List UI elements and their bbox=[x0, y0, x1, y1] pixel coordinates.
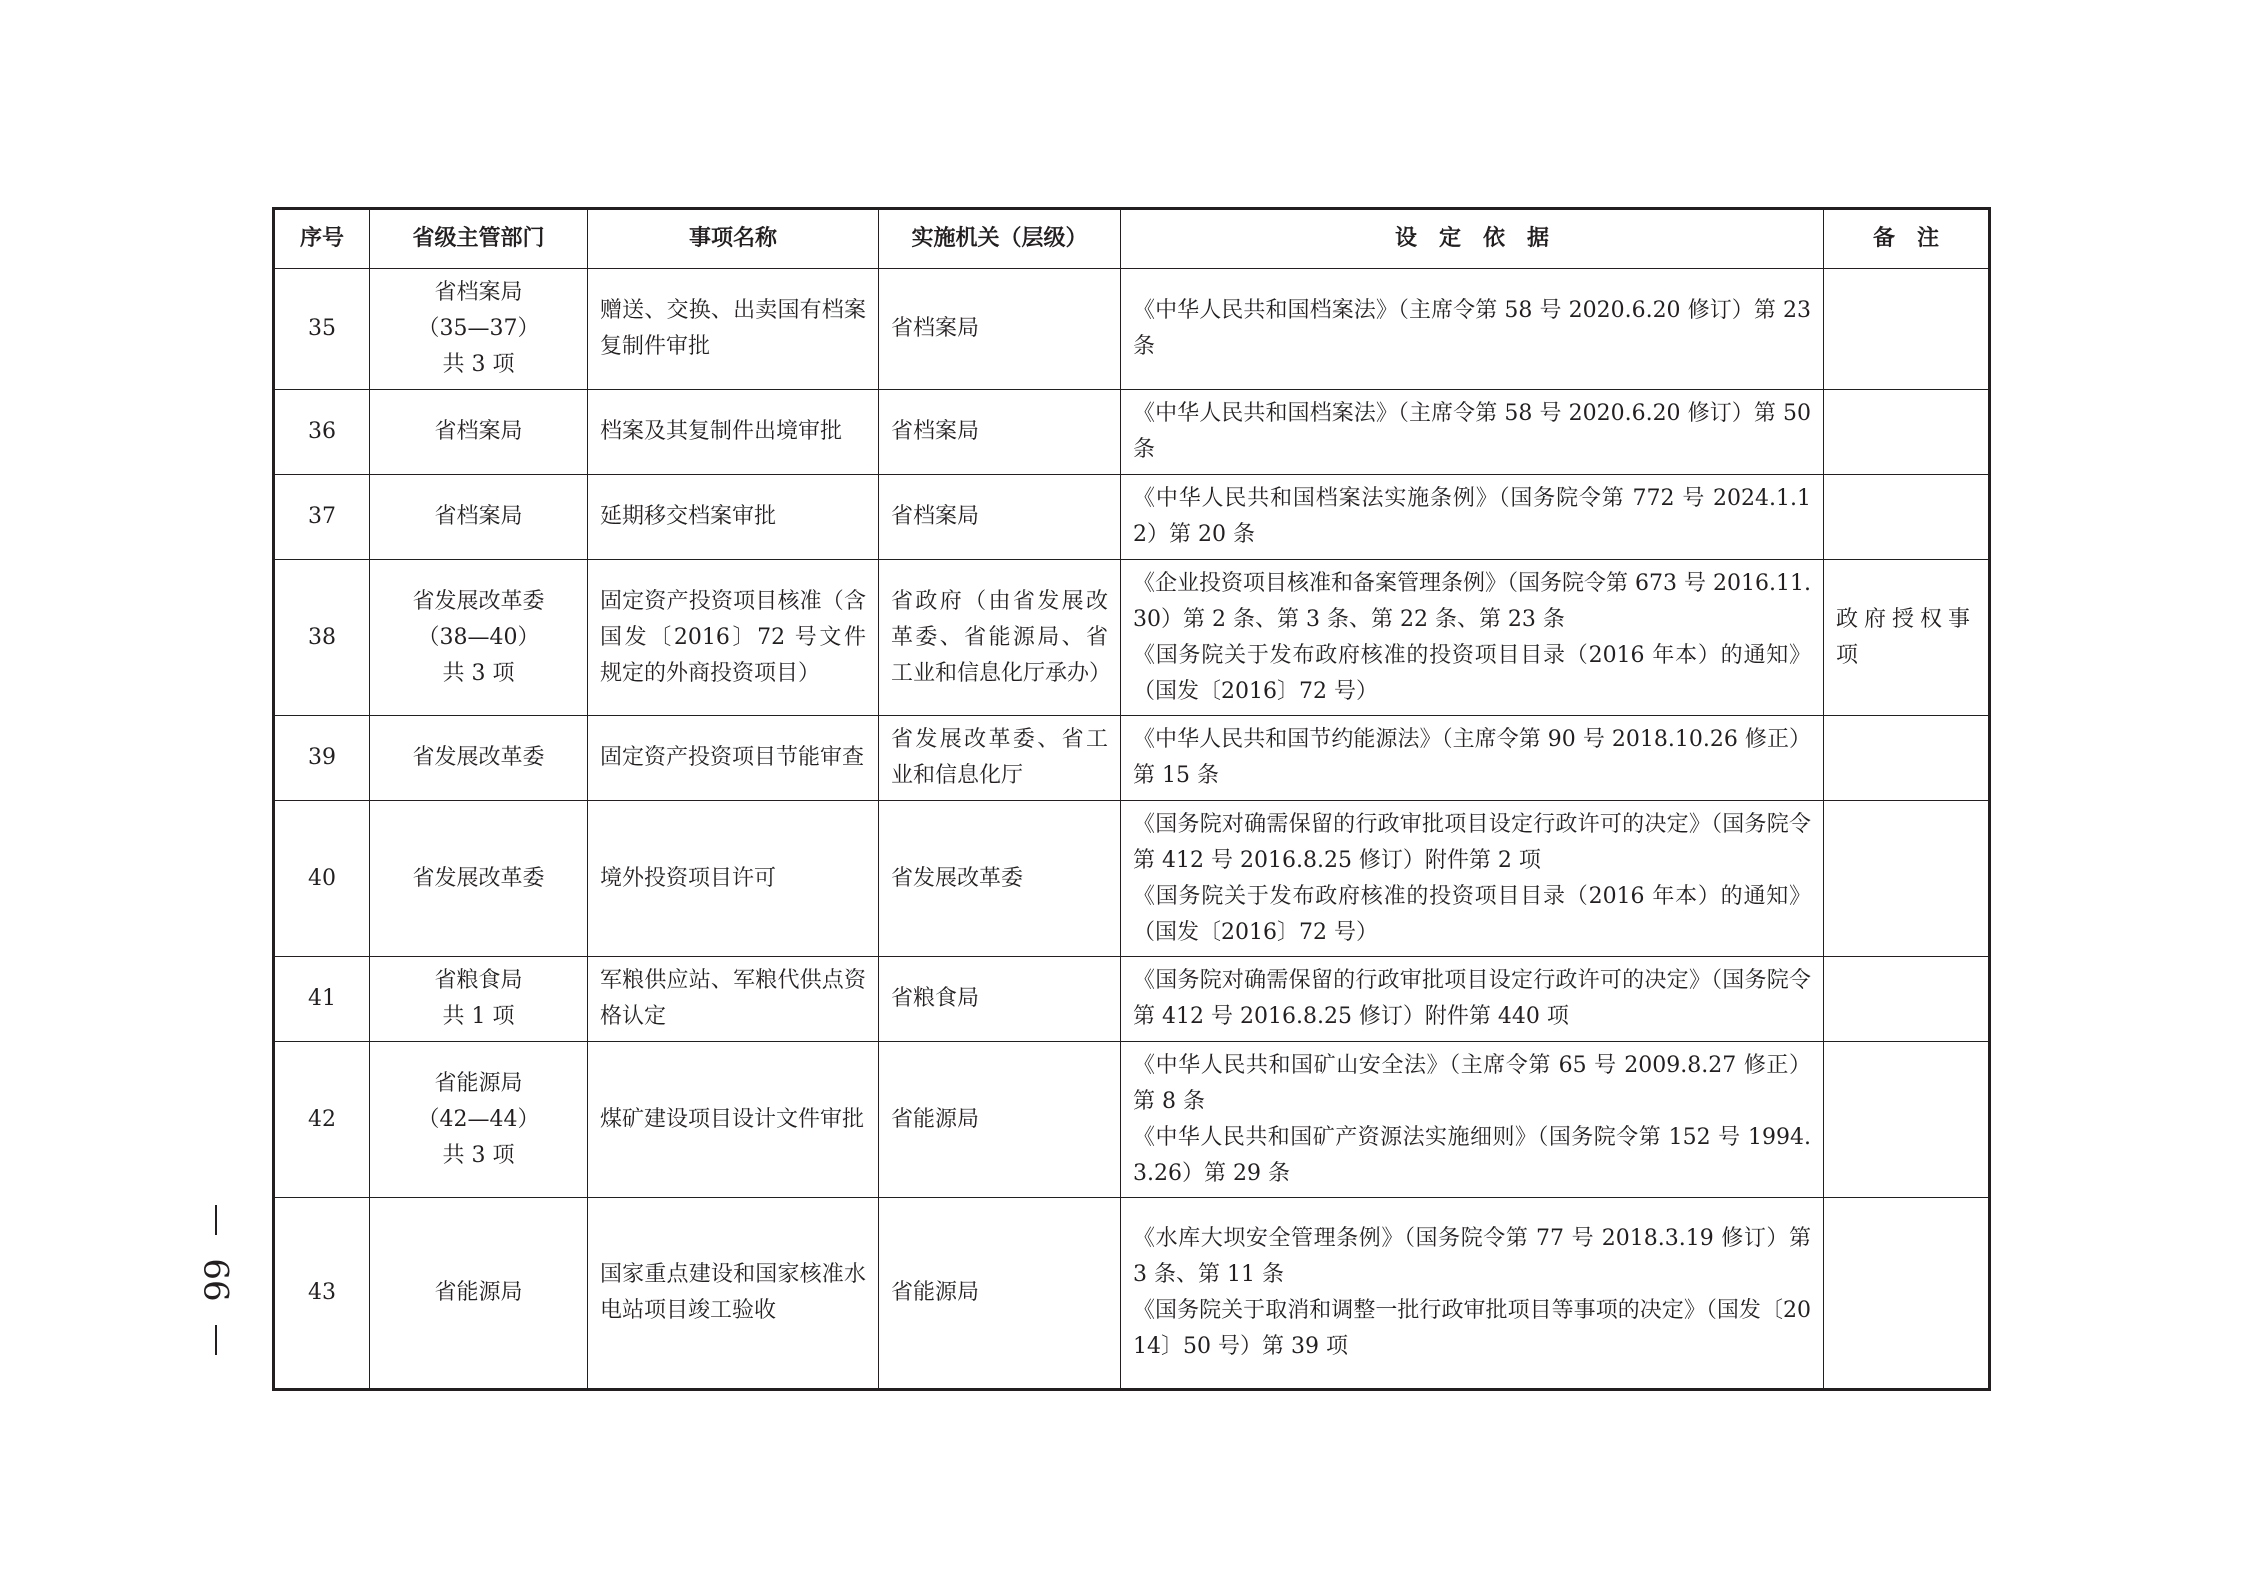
remark-cell bbox=[1824, 716, 1990, 801]
header-item: 事项名称 bbox=[588, 209, 879, 269]
item-cell: 军粮供应站、军粮代供点资格认定 bbox=[588, 957, 879, 1042]
item-cell: 煤矿建设项目设计文件审批 bbox=[588, 1042, 879, 1198]
page-number-text: 66 bbox=[196, 1258, 237, 1302]
dept-cell bbox=[370, 390, 588, 475]
basis-line: 《中华人民共和国档案法》（主席令第 58 号 2020.6.20 修订）第 50 条 bbox=[1133, 401, 1811, 462]
dept-line: 省能源局 bbox=[434, 1280, 523, 1305]
table-row bbox=[274, 269, 1990, 390]
dept-cell bbox=[370, 475, 588, 560]
remark-cell bbox=[1824, 801, 1990, 957]
dept-line: （42—44） bbox=[417, 1106, 540, 1132]
table-header-row bbox=[274, 209, 1990, 269]
table-row bbox=[274, 1198, 1990, 1390]
basis-cell bbox=[1121, 475, 1824, 560]
basis-cell bbox=[1121, 269, 1824, 390]
agency-cell: 省粮食局 bbox=[879, 957, 1121, 1042]
item-cell: 档案及其复制件出境审批 bbox=[588, 390, 879, 475]
dept-line: （38—40） bbox=[417, 624, 540, 650]
page-number bbox=[196, 1205, 236, 1355]
dept-cell bbox=[370, 957, 588, 1042]
dept-cell bbox=[370, 1042, 588, 1198]
basis-cell bbox=[1121, 560, 1824, 716]
table-row bbox=[274, 801, 1990, 957]
dept-line: 省发展改革委 bbox=[412, 745, 545, 770]
basis-line: 《国务院关于发布政府核准的投资项目目录（2016 年本）的通知》（国发〔2016〕72 号） bbox=[1133, 642, 1811, 704]
agency-cell: 省档案局 bbox=[879, 475, 1121, 560]
agency-cell: 省能源局 bbox=[879, 1198, 1121, 1390]
seq-cell: 42 bbox=[274, 1042, 370, 1198]
header-dept: 省级主管部门 bbox=[370, 209, 588, 269]
table-row bbox=[274, 1042, 1990, 1198]
basis-line: 《中华人民共和国矿山安全法》（主席令第 65 号 2009.8.27 修正）第 8 条 bbox=[1133, 1052, 1811, 1114]
dept-line: 省档案局 bbox=[434, 504, 523, 529]
seq-cell: 36 bbox=[274, 390, 370, 475]
item-cell: 固定资产投资项目节能审查 bbox=[588, 716, 879, 801]
dept-cell bbox=[370, 716, 588, 801]
seq-cell: 38 bbox=[274, 560, 370, 716]
basis-line: 《国务院关于取消和调整一批行政审批项目等事项的决定》（国发〔2014〕50 号）第 39 项 bbox=[1133, 1298, 1811, 1359]
agency-cell: 省发展改革委、省工业和信息化厅 bbox=[879, 716, 1121, 801]
basis-line: 《中华人民共和国档案法实施条例》（国务院令第 772 号 2024.1.12）第 20 条 bbox=[1133, 486, 1811, 547]
basis-cell bbox=[1121, 1198, 1824, 1390]
approval-items-table bbox=[272, 207, 1991, 1391]
dept-line: 省发展改革委 bbox=[412, 588, 545, 614]
dept-line: 共 3 项 bbox=[442, 660, 515, 686]
agency-cell: 省档案局 bbox=[879, 390, 1121, 475]
dept-line: （35—37） bbox=[417, 316, 540, 341]
dept-line: 共 3 项 bbox=[442, 352, 515, 377]
basis-line: 《国务院对确需保留的行政审批项目设定行政许可的决定》（国务院令第 412 号 2016.8.25 修订）附件第 440 项 bbox=[1133, 968, 1811, 1029]
remark-cell bbox=[1824, 269, 1990, 390]
seq-cell: 37 bbox=[274, 475, 370, 560]
dept-line: 省档案局 bbox=[434, 280, 523, 305]
remark-cell: 政府授权事项 bbox=[1824, 560, 1990, 716]
table-row bbox=[274, 390, 1990, 475]
agency-cell: 省政府（由省发展改革委、省能源局、省工业和信息化厅承办） bbox=[879, 560, 1121, 716]
table-row bbox=[274, 475, 1990, 560]
page-number-dash-bottom bbox=[215, 1325, 217, 1355]
basis-cell bbox=[1121, 957, 1824, 1042]
basis-line: 《中华人民共和国节约能源法》（主席令第 90 号 2018.10.26 修正）第 15 条 bbox=[1133, 727, 1811, 788]
item-cell: 固定资产投资项目核准（含国发〔2016〕72 号文件规定的外商投资项目） bbox=[588, 560, 879, 716]
dept-line: 共 3 项 bbox=[442, 1142, 515, 1168]
header-basis: 设 定 依 据 bbox=[1121, 209, 1824, 269]
seq-cell: 40 bbox=[274, 801, 370, 957]
page-number-dash-top bbox=[215, 1205, 217, 1235]
remark-cell bbox=[1824, 1198, 1990, 1390]
dept-line: 共 1 项 bbox=[442, 1004, 515, 1029]
seq-cell: 35 bbox=[274, 269, 370, 390]
dept-line: 省粮食局 bbox=[434, 968, 523, 993]
header-agency: 实施机关（层级） bbox=[879, 209, 1121, 269]
dept-cell bbox=[370, 801, 588, 957]
item-cell: 境外投资项目许可 bbox=[588, 801, 879, 957]
remark-cell bbox=[1824, 475, 1990, 560]
item-cell: 国家重点建设和国家核准水电站项目竣工验收 bbox=[588, 1198, 879, 1390]
dept-line: 省档案局 bbox=[434, 419, 523, 444]
basis-line: 《国务院对确需保留的行政审批项目设定行政许可的决定》（国务院令第 412 号 2016.8.25 修订）附件第 2 项 bbox=[1133, 811, 1811, 873]
dept-cell bbox=[370, 1198, 588, 1390]
basis-line: 《水库大坝安全管理条例》（国务院令第 77 号 2018.3.19 修订）第 3 条、第 11 条 bbox=[1133, 1226, 1811, 1287]
basis-line: 《中华人民共和国矿产资源法实施细则》（国务院令第 152 号 1994.3.26）第 29 条 bbox=[1133, 1124, 1811, 1186]
dept-line: 省能源局 bbox=[434, 1070, 523, 1096]
seq-cell: 41 bbox=[274, 957, 370, 1042]
header-remark: 备 注 bbox=[1824, 209, 1990, 269]
agency-cell: 省档案局 bbox=[879, 269, 1121, 390]
dept-cell bbox=[370, 269, 588, 390]
seq-cell: 43 bbox=[274, 1198, 370, 1390]
remark-cell bbox=[1824, 390, 1990, 475]
seq-cell: 39 bbox=[274, 716, 370, 801]
remark-cell bbox=[1824, 1042, 1990, 1198]
basis-line: 《国务院关于发布政府核准的投资项目目录（2016 年本）的通知》（国发〔2016〕72 号） bbox=[1133, 883, 1811, 945]
item-cell: 赠送、交换、出卖国有档案复制件审批 bbox=[588, 269, 879, 390]
agency-cell: 省能源局 bbox=[879, 1042, 1121, 1198]
dept-cell bbox=[370, 560, 588, 716]
agency-cell: 省发展改革委 bbox=[879, 801, 1121, 957]
item-cell: 延期移交档案审批 bbox=[588, 475, 879, 560]
remark-cell bbox=[1824, 957, 1990, 1042]
table-row bbox=[274, 716, 1990, 801]
header-seq: 序号 bbox=[274, 209, 370, 269]
basis-line: 《中华人民共和国档案法》（主席令第 58 号 2020.6.20 修订）第 23 条 bbox=[1133, 298, 1811, 359]
basis-cell bbox=[1121, 1042, 1824, 1198]
table-row bbox=[274, 957, 1990, 1042]
dept-line: 省发展改革委 bbox=[412, 865, 545, 891]
basis-cell bbox=[1121, 390, 1824, 475]
table-row bbox=[274, 560, 1990, 716]
basis-line: 《企业投资项目核准和备案管理条例》（国务院令第 673 号 2016.11.30）第 2 条、第 3 条、第 22 条、第 23 条 bbox=[1133, 570, 1811, 632]
basis-cell bbox=[1121, 716, 1824, 801]
basis-cell bbox=[1121, 801, 1824, 957]
